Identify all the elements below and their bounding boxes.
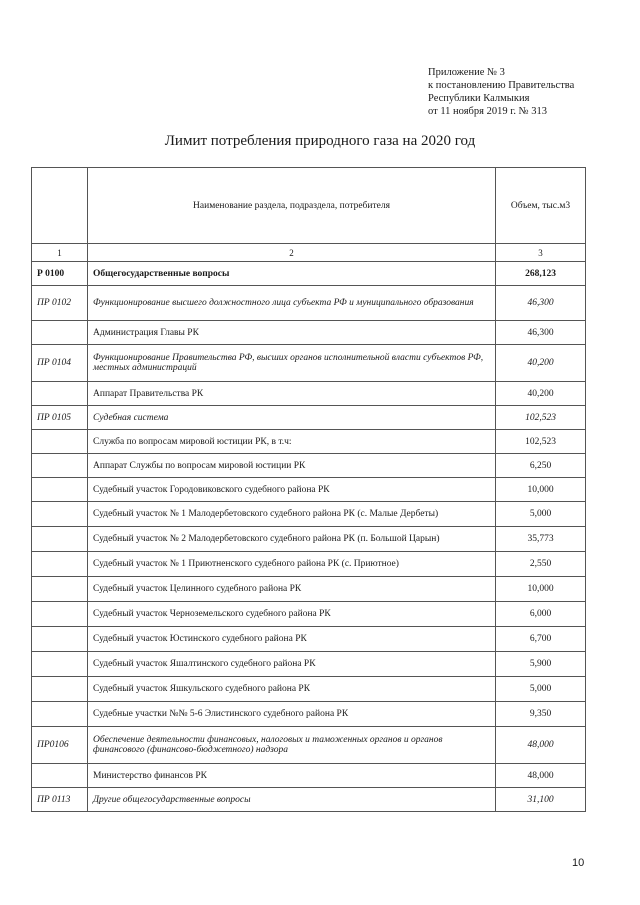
row-code xyxy=(32,382,88,406)
page-number: 10 xyxy=(572,857,585,869)
table-row xyxy=(32,627,586,652)
row-value: 48,000 xyxy=(496,764,586,788)
table-row xyxy=(32,345,586,382)
row-name: Судебный участок № 1 Малодербетовского судебного района РК (с. Малые Дербеты) xyxy=(88,502,496,527)
row-code xyxy=(32,627,88,652)
table-row xyxy=(32,652,586,677)
column-number: 2 xyxy=(88,244,496,262)
row-code: ПР 0105 xyxy=(32,406,88,430)
row-code xyxy=(32,454,88,478)
table-row xyxy=(32,286,586,321)
row-value: 10,000 xyxy=(496,577,586,602)
row-name: Служба по вопросам мировой юстиции РК, в т.ч: xyxy=(88,430,496,454)
table-body xyxy=(32,262,586,812)
appendix-line: Приложение № 3 xyxy=(428,67,505,78)
table-row xyxy=(32,382,586,406)
table-row xyxy=(32,502,586,527)
row-value: 46,300 xyxy=(496,321,586,345)
header-name: Наименование раздела, подраздела, потребителя xyxy=(88,168,496,244)
row-name: Судебный участок Городовиковского судебного района РК xyxy=(88,478,496,502)
row-name: Другие общегосударственные вопросы xyxy=(88,788,496,812)
row-name: Общегосударственные вопросы xyxy=(88,262,496,286)
row-code xyxy=(32,577,88,602)
row-value: 102,523 xyxy=(496,430,586,454)
row-name: Функционирование Правительства РФ, высших органов исполнительной власти субъектов РФ, местных администраций xyxy=(88,345,496,382)
table-row xyxy=(32,321,586,345)
row-code xyxy=(32,527,88,552)
table-row xyxy=(32,454,586,478)
table-row xyxy=(32,577,586,602)
table-row xyxy=(32,727,586,764)
table-row xyxy=(32,602,586,627)
row-code: Р 0100 xyxy=(32,262,88,286)
row-value: 40,200 xyxy=(496,382,586,406)
row-name: Функционирование высшего должностного лица субъекта РФ и муниципального образования xyxy=(88,286,496,321)
row-name: Судебные участки №№ 5-6 Элистинского судебного района РК xyxy=(88,702,496,727)
row-value: 268,123 xyxy=(496,262,586,286)
appendix-line: от 11 ноября 2019 г. № 313 xyxy=(428,106,547,117)
table-row xyxy=(32,262,586,286)
appendix-line: к постановлению Правительства xyxy=(428,80,575,91)
row-code xyxy=(32,702,88,727)
row-value: 31,100 xyxy=(496,788,586,812)
row-code: ПР 0104 xyxy=(32,345,88,382)
row-code xyxy=(32,602,88,627)
table-header-row xyxy=(32,168,586,244)
row-name: Судебный участок Яшалтинского судебного района РК xyxy=(88,652,496,677)
table-row xyxy=(32,764,586,788)
row-name: Аппарат Службы по вопросам мировой юстиции РК xyxy=(88,454,496,478)
row-code xyxy=(32,677,88,702)
row-value: 9,350 xyxy=(496,702,586,727)
table-row xyxy=(32,406,586,430)
row-value: 46,300 xyxy=(496,286,586,321)
appendix-line: Республики Калмыкия xyxy=(428,93,530,104)
header-code xyxy=(32,168,88,244)
document-title: Лимит потребления природного газа на 2020 год xyxy=(164,133,476,149)
row-code: ПР 0102 xyxy=(32,286,88,321)
row-code xyxy=(32,764,88,788)
table-row xyxy=(32,677,586,702)
row-code xyxy=(32,321,88,345)
column-number: 3 xyxy=(496,244,586,262)
row-name: Обеспечение деятельности финансовых, налоговых и таможенных органов и органов финансового (финансово-бюджетного) надзора xyxy=(88,727,496,764)
row-value: 5,000 xyxy=(496,502,586,527)
table-row xyxy=(32,788,586,812)
row-value: 35,773 xyxy=(496,527,586,552)
row-value: 40,200 xyxy=(496,345,586,382)
table-row xyxy=(32,527,586,552)
table-row xyxy=(32,552,586,577)
row-code xyxy=(32,552,88,577)
row-name: Судебный участок Черноземельского судебного района РК xyxy=(88,602,496,627)
row-code xyxy=(32,478,88,502)
row-value: 48,000 xyxy=(496,727,586,764)
row-name: Судебный участок № 2 Малодербетовского судебного района РК (п. Большой Царын) xyxy=(88,527,496,552)
row-value: 6,000 xyxy=(496,602,586,627)
row-code: ПР0106 xyxy=(32,727,88,764)
row-value: 5,000 xyxy=(496,677,586,702)
appendix-block xyxy=(428,66,574,118)
table-row xyxy=(32,478,586,502)
table-row xyxy=(32,702,586,727)
column-numbers-row xyxy=(32,244,586,262)
column-number: 1 xyxy=(32,244,88,262)
row-value: 10,000 xyxy=(496,478,586,502)
row-name: Аппарат Правительства РК xyxy=(88,382,496,406)
row-value: 102,523 xyxy=(496,406,586,430)
row-value: 2,550 xyxy=(496,552,586,577)
row-name: Администрация Главы РК xyxy=(88,321,496,345)
row-value: 6,700 xyxy=(496,627,586,652)
row-name: Министерство финансов РК xyxy=(88,764,496,788)
row-code: ПР 0113 xyxy=(32,788,88,812)
row-name: Судебный участок Юстинского судебного района РК xyxy=(88,627,496,652)
row-code xyxy=(32,430,88,454)
row-name: Судебный участок № 1 Приютненского судебного района РК (с. Приютное) xyxy=(88,552,496,577)
row-name: Судебная система xyxy=(88,406,496,430)
row-code xyxy=(32,652,88,677)
row-value: 6,250 xyxy=(496,454,586,478)
gas-limit-table xyxy=(31,167,586,812)
row-code xyxy=(32,502,88,527)
row-name: Судебный участок Целинного судебного района РК xyxy=(88,577,496,602)
row-value: 5,900 xyxy=(496,652,586,677)
row-name: Судебный участок Яшкульского судебного района РК xyxy=(88,677,496,702)
header-volume: Объем, тыс.м3 xyxy=(496,168,586,244)
table-row xyxy=(32,430,586,454)
